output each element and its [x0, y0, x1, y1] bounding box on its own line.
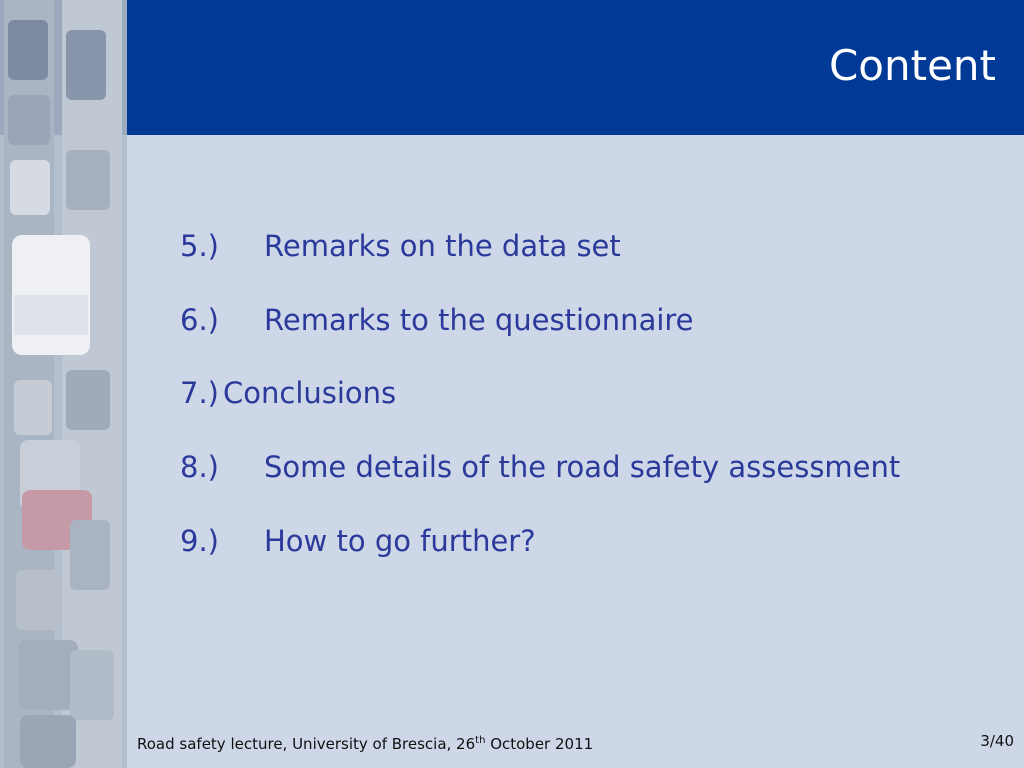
footer-main: Road safety lecture, University of Brescia, 26 — [137, 735, 476, 753]
item-text: Conclusions — [223, 376, 397, 410]
list-item — [180, 226, 621, 266]
list-item — [180, 300, 694, 340]
footer-text — [137, 735, 593, 753]
item-number: 9.) — [180, 524, 219, 558]
item-number: 6.) — [180, 303, 219, 337]
list-item — [180, 521, 536, 561]
footer-superscript: th — [475, 735, 486, 746]
list-item — [180, 447, 900, 487]
traffic-photo-strip — [0, 0, 127, 768]
item-number: 7.) — [180, 376, 219, 410]
item-text: Remarks on the data set — [264, 229, 621, 263]
item-text: How to go further? — [264, 524, 536, 558]
item-number: 8.) — [180, 450, 219, 484]
slide-title: Content — [828, 41, 996, 90]
page-number: 3/40 — [980, 732, 1014, 750]
footer-date: October 2011 — [485, 735, 594, 753]
item-number: 5.) — [180, 229, 219, 263]
header-bar — [127, 0, 1024, 135]
item-text: Some details of the road safety assessment — [264, 450, 901, 484]
list-item — [180, 373, 396, 413]
traffic-photo-image — [0, 0, 127, 768]
item-text: Remarks to the questionnaire — [264, 303, 694, 337]
